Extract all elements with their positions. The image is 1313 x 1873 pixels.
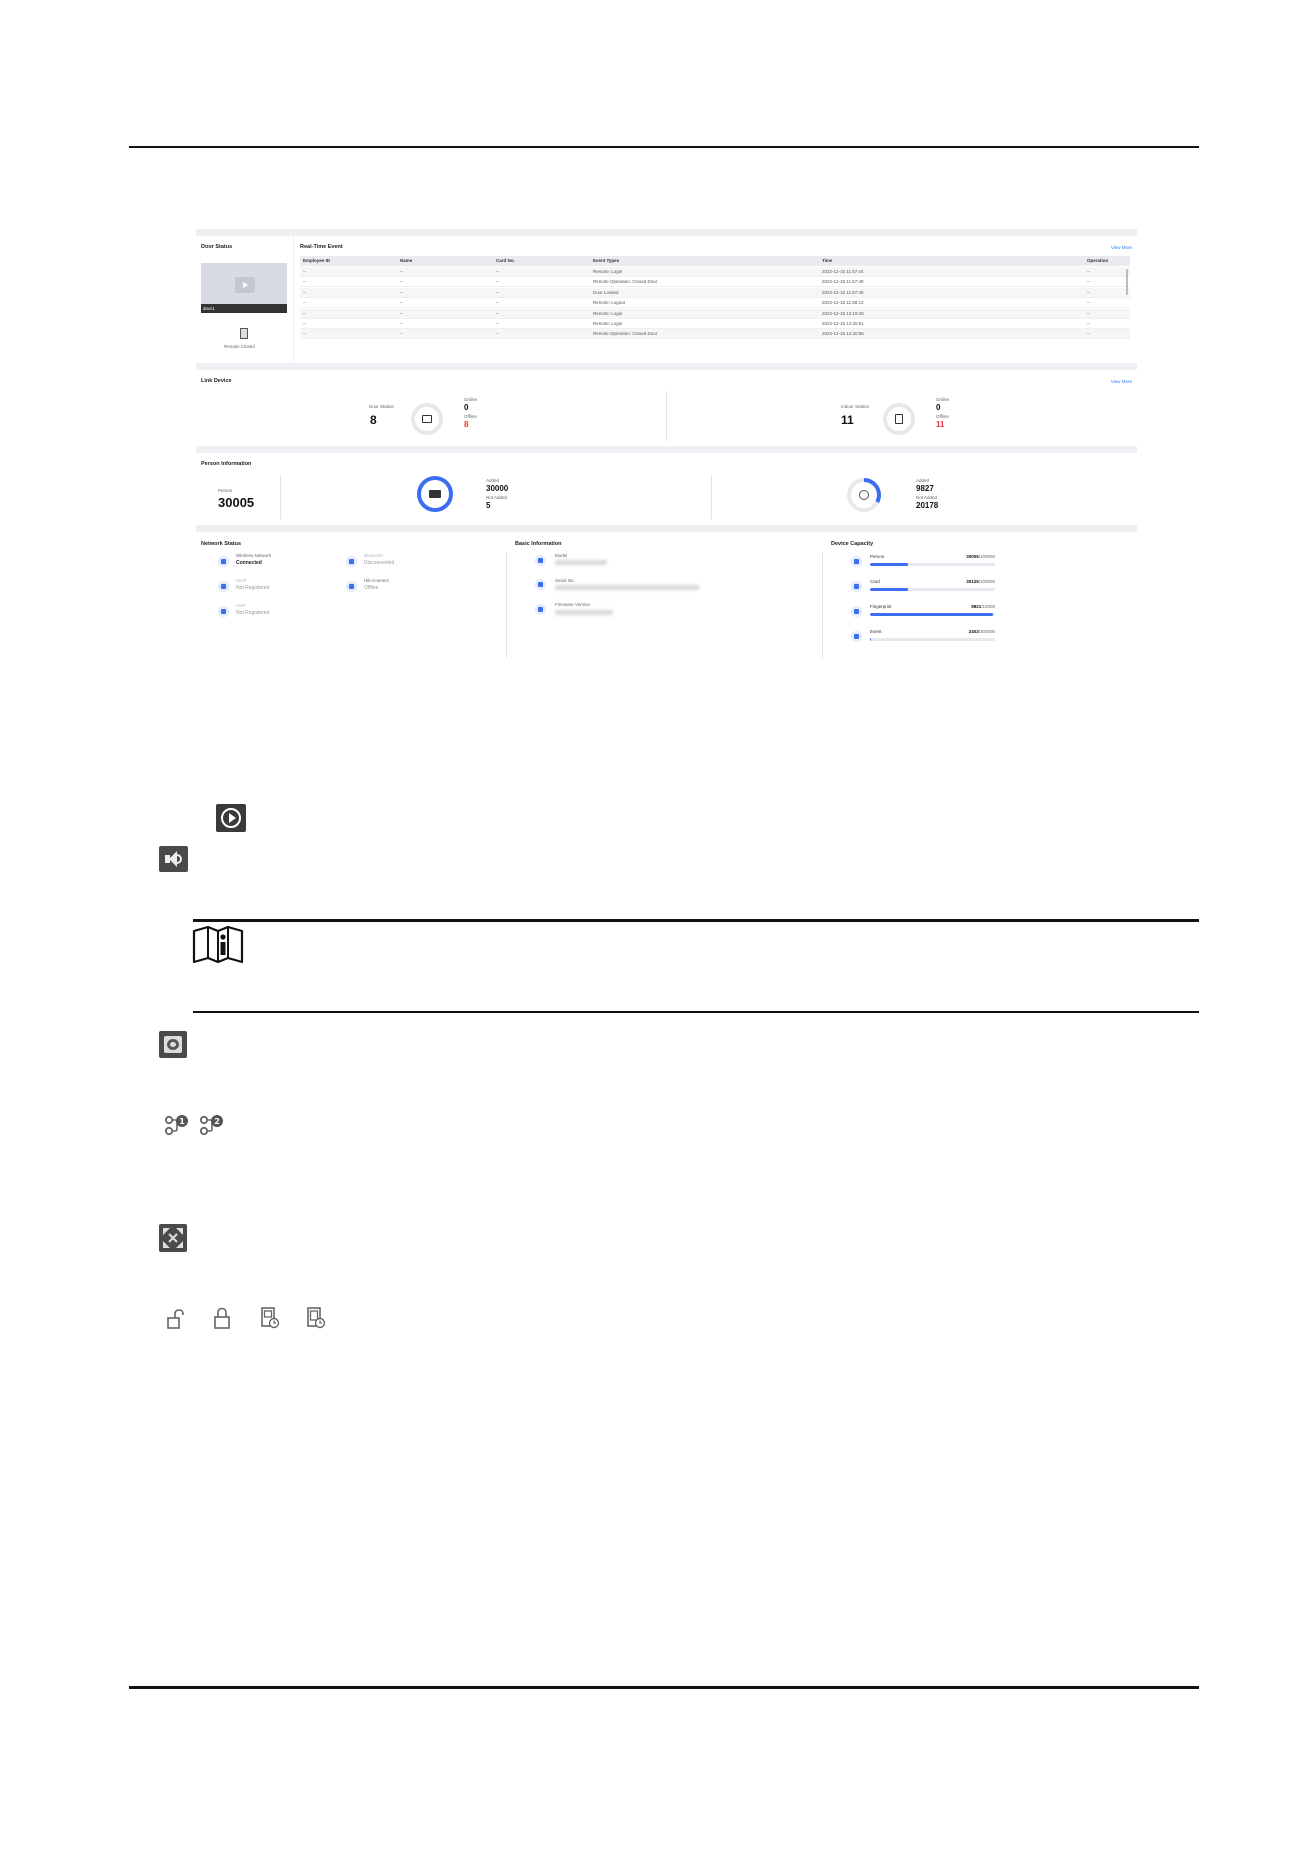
table-row: [300, 329, 1130, 339]
person-info-card: [196, 453, 1137, 525]
fingerprint-added-count: 9827: [916, 484, 934, 493]
indoor-station-icon: [895, 414, 903, 424]
card-not-added-label: Not Added: [486, 495, 508, 500]
realtime-event-card: [294, 236, 1137, 363]
table-cell: 2022-12-15 12:19:15: [822, 310, 864, 316]
note-icon: [191, 925, 245, 965]
table-cell: Remote: Logout: [593, 300, 626, 306]
person-label: Person: [218, 488, 233, 493]
device-capacity-title: Device Capacity: [831, 541, 874, 547]
stream-1-icon[interactable]: [164, 1114, 190, 1136]
table-cell: --: [400, 289, 403, 295]
model-label: Model: [555, 553, 568, 558]
table-cell: 2022-12-15 11:57:44: [822, 269, 864, 274]
door-name: door1: [201, 304, 287, 313]
table-cell: 2022-12-15 11:57:49: [822, 289, 864, 295]
capacity-used: 9821: [971, 604, 982, 609]
table-cell: --: [496, 279, 499, 285]
card-added-label: Added: [486, 478, 500, 483]
network-item-status: Not Registered: [236, 610, 270, 616]
serial-icon: [535, 579, 546, 590]
door-station-label: Door Station: [369, 404, 395, 409]
capacity-value: [969, 629, 995, 634]
table-cell: 2022-12-15 11:58:13: [822, 300, 864, 306]
table-cell: Remote: Login: [593, 269, 623, 274]
network-item-status: Not Registered: [236, 585, 270, 591]
cloud-icon: [346, 581, 357, 592]
col-name: Name: [400, 258, 413, 263]
unlock-icon[interactable]: [166, 1308, 186, 1330]
capacity-label: Event: [870, 629, 882, 634]
table-cell: --: [1087, 269, 1090, 274]
table-cell: --: [303, 279, 306, 285]
table-cell: --: [1087, 331, 1090, 337]
capacity-progress-bar: [870, 613, 995, 616]
network-item-status: Connected: [236, 560, 262, 566]
basic-info-title: Basic Information: [515, 541, 562, 547]
capacity-progress-fill: [870, 613, 993, 616]
capacity-progress-bar: [870, 638, 995, 641]
capacity-label: Card: [870, 579, 880, 584]
capacity-progress-bar: [870, 563, 995, 566]
speaker-icon[interactable]: [159, 846, 188, 872]
capacity-card-icon: [851, 581, 862, 592]
voip-icon: [218, 606, 229, 617]
bottom-info-card: [196, 532, 1137, 661]
stream-2-icon[interactable]: [199, 1114, 225, 1136]
table-cell: --: [303, 321, 306, 326]
door-station-icon: [422, 415, 432, 423]
network-item-name: Hik-Connect: [364, 578, 389, 583]
table-cell: --: [400, 321, 403, 326]
fingerprint-not-added-label: Not Added: [916, 495, 938, 500]
network-divider: [506, 552, 507, 658]
door-online-count: 0: [464, 403, 469, 412]
door-offline-label: Offline: [464, 414, 477, 419]
bluetooth-icon: [346, 556, 357, 567]
table-cell: --: [496, 289, 499, 295]
capacity-used: 2403: [968, 629, 979, 634]
footer-rule: [129, 1686, 1199, 1689]
basic-info-divider: [822, 552, 823, 658]
indoor-offline-label: Offline: [936, 414, 949, 419]
person-count: 30005: [218, 495, 255, 510]
note-bottom-rule: [193, 1011, 1199, 1013]
table-cell: Remote: Login: [593, 310, 623, 316]
table-cell: Remote Operation: Closed Door: [593, 331, 658, 337]
table-cell: --: [303, 289, 306, 295]
table-cell: --: [400, 279, 403, 285]
table-cell: --: [1087, 310, 1090, 316]
capacity-progress-fill: [870, 638, 871, 641]
capacity-total: 10000: [982, 604, 995, 609]
table-cell: Remote: Login: [593, 321, 623, 326]
card-not-added-count: 5: [486, 501, 491, 510]
network-status-title: Network Status: [201, 541, 242, 547]
event-table-header: [300, 256, 1130, 266]
lock-icon[interactable]: [212, 1306, 232, 1330]
capacity-total: 300000: [979, 629, 995, 634]
table-row: [300, 309, 1130, 319]
capture-icon[interactable]: [159, 1031, 187, 1058]
table-row: [300, 319, 1130, 329]
fingerprint-added-label: Added: [916, 478, 930, 483]
indoor-station-label: Indoor Station: [841, 404, 870, 409]
remain-open-icon[interactable]: [259, 1306, 281, 1330]
camera-placeholder-icon: [235, 277, 255, 293]
firmware-icon: [535, 604, 546, 615]
capacity-total: 100000: [979, 554, 995, 559]
table-cell: --: [1087, 300, 1090, 306]
network-item-name: VoIP: [236, 603, 246, 608]
link-device-title: Link Device: [201, 378, 232, 384]
fingerprint-not-added-count: 20178: [916, 501, 939, 510]
table-cell: --: [496, 269, 499, 274]
table-row: [300, 298, 1130, 308]
capacity-event-icon: [851, 631, 862, 642]
event-view-more-link[interactable]: View More: [1110, 245, 1132, 250]
firmware-label: Firmware Version: [555, 602, 591, 607]
door-offline-count: 8: [464, 420, 469, 429]
table-cell: --: [1087, 279, 1090, 285]
play-icon[interactable]: [216, 804, 246, 832]
table-cell: --: [400, 310, 403, 316]
table-cell: Remote Operation: Closed Door: [593, 279, 658, 285]
realtime-event-title: Real-Time Event: [300, 244, 343, 250]
fingerprint-icon: [859, 490, 869, 500]
table-cell: --: [496, 321, 499, 326]
table-cell: --: [1087, 321, 1090, 326]
col-time: Time: [822, 258, 833, 263]
door-video-preview[interactable]: [201, 263, 287, 313]
table-cell: 2022-12-15 12:20:51: [822, 321, 864, 326]
capacity-label: Person: [870, 554, 885, 559]
capacity-value: [966, 579, 995, 584]
network-item-status: Offline: [364, 585, 379, 591]
table-cell: --: [496, 310, 499, 316]
person-divider-2: [711, 475, 712, 519]
table-cell: --: [303, 331, 306, 337]
door-status-card: [196, 236, 293, 363]
col-operation: Operation: [1087, 258, 1109, 263]
col-employee-id: Employee ID: [303, 258, 331, 263]
table-cell: --: [1087, 289, 1090, 295]
capacity-separator: /: [978, 579, 980, 584]
table-cell: --: [400, 269, 403, 274]
event-table-scrollbar[interactable]: [1126, 269, 1128, 295]
home-page-screenshot: [196, 229, 1137, 661]
table-row: [300, 267, 1130, 277]
capacity-used: 30125: [966, 579, 979, 584]
table-cell: --: [303, 310, 306, 316]
capacity-person-icon: [851, 556, 862, 567]
serial-label: Serial No.: [555, 578, 575, 583]
svg-text:2: 2: [214, 1117, 220, 1126]
model-icon: [535, 555, 546, 566]
door-online-label: Online: [464, 397, 478, 402]
model-value-redacted: [555, 560, 607, 565]
card-added-count: 30000: [486, 484, 509, 493]
door-state: Remain Closed: [224, 344, 255, 349]
table-cell: --: [303, 300, 306, 306]
door-status-title: Door Status: [201, 244, 233, 250]
capacity-progress-fill: [870, 563, 908, 566]
capacity-separator: /: [978, 554, 980, 559]
event-table: [300, 256, 1130, 340]
indoor-offline-count: 11: [936, 420, 945, 429]
table-cell: --: [400, 300, 403, 306]
table-cell: 2022-12-15 11:57:49: [822, 279, 864, 285]
device-view-more-link[interactable]: View More: [1110, 379, 1132, 384]
capacity-progress-bar: [870, 588, 995, 591]
network-item-name: ISUP: [236, 578, 247, 583]
svg-text:1: 1: [179, 1117, 185, 1126]
capacity-used: 30005: [966, 554, 979, 559]
person-divider-1: [280, 475, 281, 519]
col-event-types: Event Types: [593, 258, 620, 263]
fullscreen-icon[interactable]: [159, 1224, 187, 1252]
link-device-divider: [666, 391, 667, 441]
note-top-rule: [193, 919, 1199, 922]
network-item-name: Wireless Network: [236, 553, 272, 558]
capacity-label: Fingerprint: [870, 604, 892, 609]
table-cell: --: [400, 331, 403, 337]
person-info-title: Person Information: [201, 461, 252, 467]
capacity-value: [971, 604, 995, 609]
table-cell: --: [496, 331, 499, 337]
indoor-online-count: 0: [936, 403, 941, 412]
capacity-total: 100000: [979, 579, 995, 584]
table-cell: Door Locked: [593, 289, 619, 295]
table-cell: --: [496, 300, 499, 306]
table-row: [300, 277, 1130, 287]
capacity-separator: /: [981, 604, 983, 609]
serial-value-redacted: [555, 585, 699, 590]
link-device-card: [196, 370, 1137, 446]
capacity-fingerprint-icon: [851, 606, 862, 617]
capacity-value: [966, 554, 995, 559]
isup-icon: [218, 581, 229, 592]
door-station-total: 8: [370, 413, 377, 427]
table-row: [300, 288, 1130, 298]
firmware-value-redacted: [555, 610, 613, 615]
network-item-name: Bluetooth: [364, 553, 384, 558]
card-icon: [429, 490, 441, 498]
indoor-online-label: Online: [936, 397, 950, 402]
table-cell: 2022-12-15 12:20:56: [822, 331, 864, 337]
header-rule: [129, 146, 1199, 148]
indoor-station-total: 11: [841, 413, 854, 427]
capacity-progress-fill: [870, 588, 908, 591]
col-card-no: Card No.: [496, 258, 515, 263]
network-item-status: Disconnected: [364, 560, 395, 566]
table-cell: --: [303, 269, 306, 274]
wifi-icon: [218, 556, 229, 567]
capacity-separator: /: [978, 629, 980, 634]
door-icon: [240, 328, 248, 339]
remain-closed-icon[interactable]: [305, 1306, 327, 1330]
